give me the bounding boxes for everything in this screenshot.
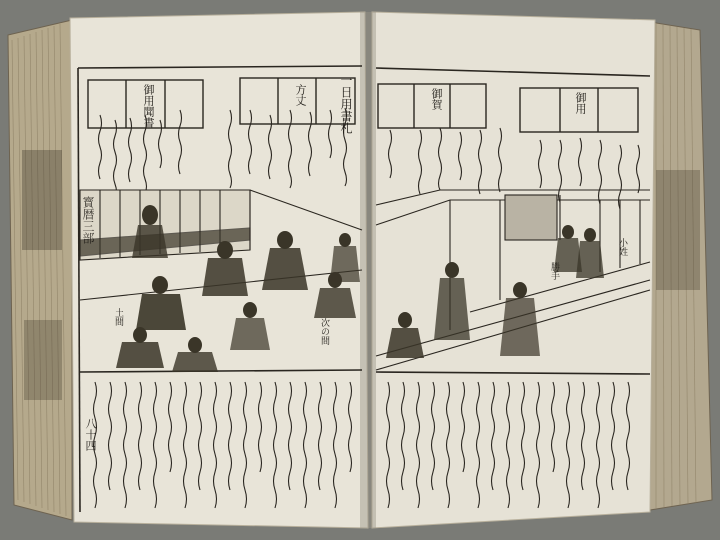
left-illustration-label-1: 次の間	[319, 318, 329, 345]
left-page-block	[8, 20, 72, 520]
right-box-label-2: 御用	[574, 92, 587, 114]
spine-title: 寳暦三部	[81, 196, 95, 244]
right-illustration-label-2: 勝手	[549, 262, 559, 280]
left-box-label-1: 御用聞書	[142, 84, 155, 128]
right-box-label-1: 御賀	[430, 88, 443, 110]
right-illustration-label-1: 小姓	[617, 238, 627, 256]
right-page-block	[650, 22, 712, 510]
gutter	[360, 12, 376, 528]
left-box-label-2: 方丈	[294, 84, 307, 106]
left-header-label: 一日用書札	[339, 74, 353, 134]
page-number: 八十四	[84, 418, 97, 451]
left-illustration-label-2: 土間	[113, 308, 123, 326]
